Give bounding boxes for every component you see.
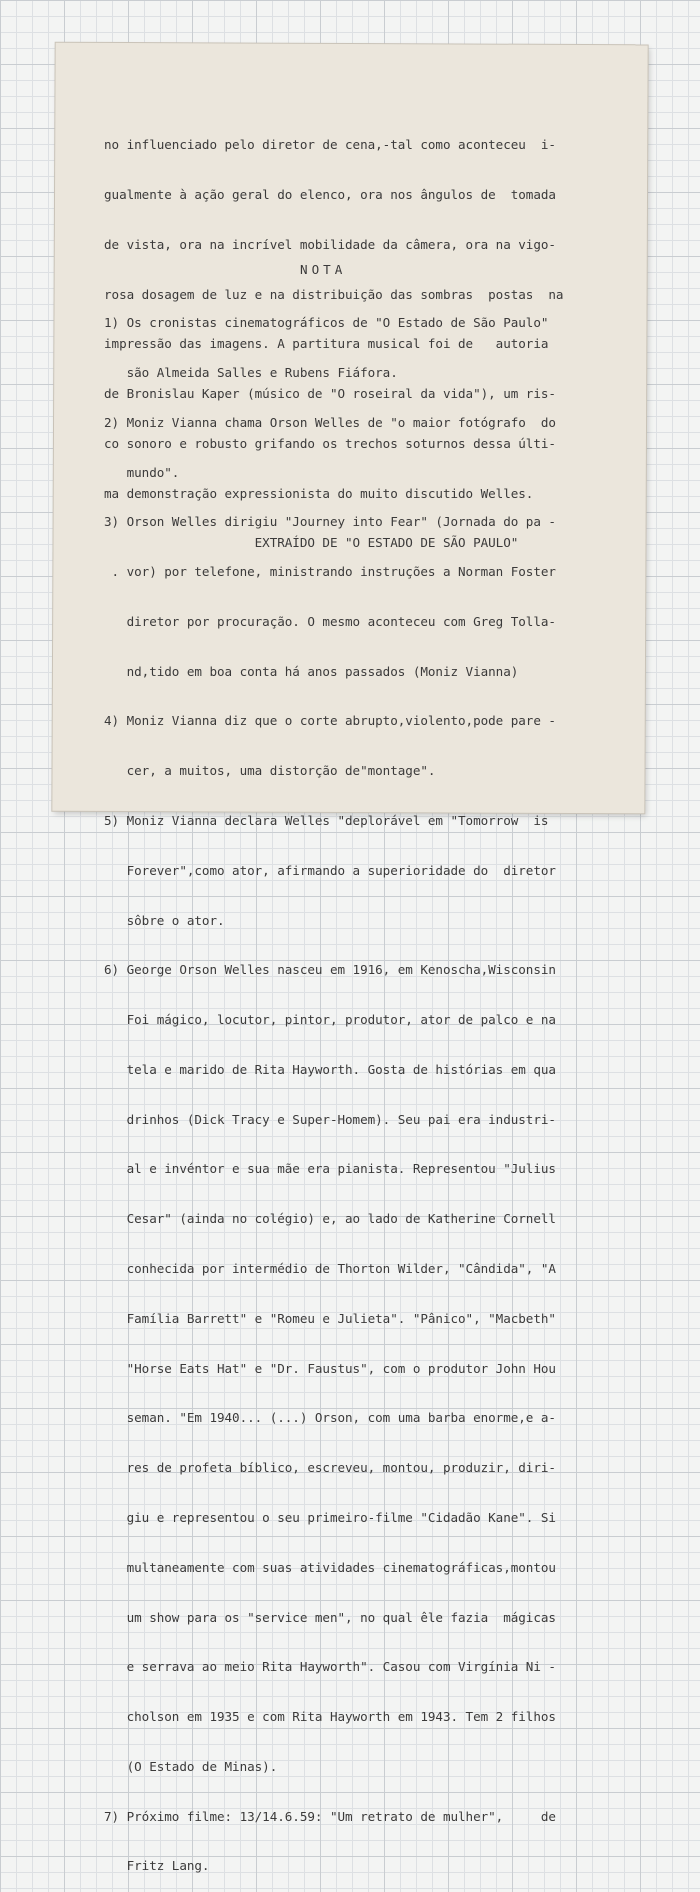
- note-line: res de profeta bíblico, escreveu, montou, produzir, diri-: [104, 1460, 556, 1476]
- note-line: sôbre o ator.: [104, 912, 225, 928]
- note-line: 3) Orson Welles dirigiu "Journey into Fear" (Jornada do pa -: [104, 514, 556, 530]
- note-line: tela e marido de Rita Hayworth. Gosta de histórias em qua: [104, 1061, 556, 1077]
- note-line: drinhos (Dick Tracy e Super-Homem). Seu pai era industri-: [104, 1111, 556, 1127]
- note-line: al e invéntor e sua mãe era pianista. Representou "Julius: [104, 1161, 556, 1177]
- note-line: Forever",como ator, afirmando a superioridade do diretor: [104, 862, 556, 878]
- source-credit: EXTRAÍDO DE "O ESTADO DE SÃO PAULO": [104, 535, 519, 551]
- text-line: co sonoro e robusto grifando os trechos soturnos dessa últi-: [104, 435, 556, 451]
- note-line: cholson em 1935 e com Rita Hayworth em 1943. Tem 2 filhos: [104, 1709, 556, 1725]
- notes-list: [104, 282, 556, 1892]
- note-line: "Horse Eats Hat" e "Dr. Faustus", com o produtor John Hou: [104, 1360, 556, 1376]
- text-line: rosa dosagem de luz e na distribuição das sombras postas na: [104, 286, 564, 302]
- text-line: gualmente à ação geral do elenco, ora nos ângulos de tomada: [104, 186, 556, 202]
- note-line: Foi mágico, locutor, pintor, produtor, ator de palco e na: [104, 1012, 556, 1028]
- note-line: um show para os "service men", no qual êle fazia mágicas: [104, 1609, 556, 1625]
- note-line: Cesar" (ainda no colégio) e, ao lado de Katherine Cornell: [104, 1211, 556, 1227]
- note-line: 1) Os cronistas cinematográficos de "O Estado de São Paulo": [104, 315, 549, 331]
- text-line: de vista, ora na incrível mobilidade da câmera, ora na vigo-: [104, 236, 556, 252]
- note-line: multaneamente com suas atividades cinematográficas,montou: [104, 1559, 556, 1575]
- note-line: 6) George Orson Welles nasceu em 1916, em Kenoscha,Wisconsin: [104, 962, 556, 978]
- note-line: cer, a muitos, uma distorção de"montage".: [104, 763, 436, 779]
- note-line: Família Barrett" e "Romeu e Julieta". "Pânico", "Macbeth": [104, 1310, 556, 1326]
- note-line: e serrava ao meio Rita Hayworth". Casou com Virgínia Ni -: [104, 1659, 556, 1675]
- text-line: ma demonstração expressionista do muito discutido Welles.: [104, 485, 534, 501]
- note-line: 2) Moniz Vianna chama Orson Welles de "o maior fotógrafo do: [104, 414, 556, 430]
- note-line: são Almeida Salles e Rubens Fiáfora.: [104, 364, 398, 380]
- text-line: no influenciado pelo diretor de cena,-tal como aconteceu i-: [104, 137, 556, 153]
- note-line: nd,tido em boa conta há anos passados (Moniz Vianna): [104, 663, 519, 679]
- note-line: conhecida por intermédio de Thorton Wilder, "Cândida", "A: [104, 1261, 556, 1277]
- note-line: 7) Próximo filme: 13/14.6.59: "Um retrato de mulher", de: [104, 1808, 556, 1824]
- note-line: mundo".: [104, 464, 180, 480]
- note-line: diretor por procuração. O mesmo aconteceu com Greg Tolla-: [104, 613, 556, 629]
- note-line: giu e representou o seu primeiro-filme "Cidadão Kane". Si: [104, 1509, 556, 1525]
- note-line: . vor) por telefone, ministrando instruções a Norman Foster: [104, 564, 556, 580]
- text-line: de Bronislau Kaper (músico de "O roseiral da vida"), um ris-: [104, 386, 556, 402]
- text-line: impressão das imagens. A partitura musical foi de autoria: [104, 336, 549, 352]
- note-line: 5) Moniz Vianna declara Welles "deplorável em "Tomorrow is: [104, 813, 549, 828]
- note-line: seman. "Em 1940... (...) Orson, com uma barba enorme,e a-: [104, 1410, 556, 1426]
- note-line: (O Estado de Minas).: [104, 1758, 278, 1774]
- note-heading: NOTA: [300, 262, 347, 277]
- note-line: Fritz Lang.: [104, 1858, 210, 1874]
- note-line: 4) Moniz Vianna diz que o corte abrupto,violento,pode pare -: [104, 713, 556, 729]
